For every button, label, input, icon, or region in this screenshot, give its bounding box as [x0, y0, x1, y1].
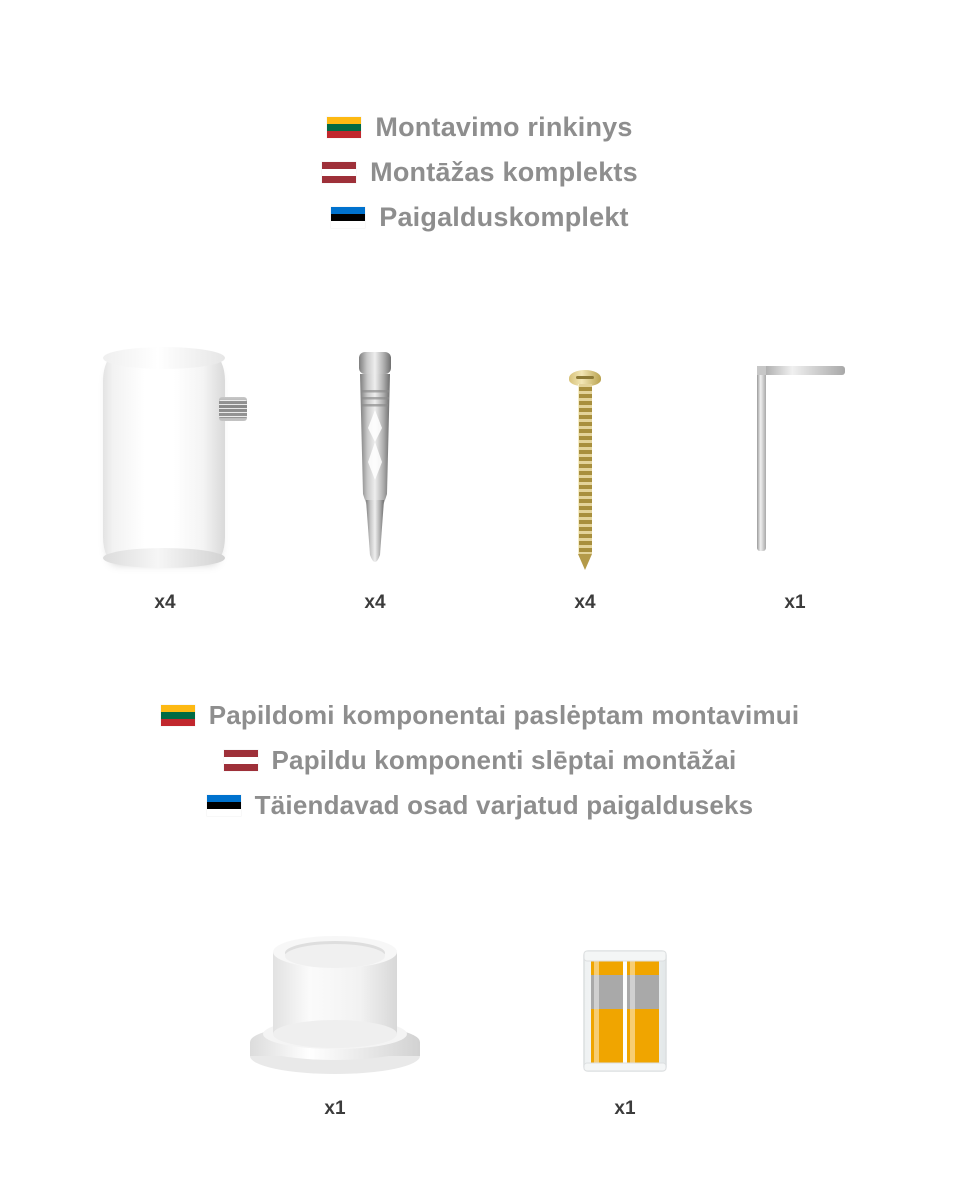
part-allen-key: [710, 330, 880, 614]
allen-key-image: [710, 330, 880, 570]
quantity-label: x4: [364, 592, 386, 613]
part-wall-plug: [290, 330, 460, 614]
extra-components-parts-row: [0, 880, 960, 1120]
chemical-anchor-capsule-image: [525, 880, 725, 1080]
quantity-label: x1: [784, 592, 806, 613]
quantity-label: x4: [154, 592, 176, 613]
heading-label-lv-extra: Papildu komponenti slēptai montāžai: [271, 745, 737, 775]
heading-label-et: Paigalduskomplekt: [379, 202, 629, 232]
wood-screw-image: [500, 330, 670, 570]
allen-key-icon: [740, 360, 850, 570]
heading-label-lt: Montavimo rinkinys: [375, 112, 633, 142]
estonia-flag-icon: [331, 207, 365, 228]
capsule-icon: [570, 945, 680, 1080]
wall-plug-image: [290, 330, 460, 570]
extra-components-headings: [0, 700, 960, 835]
heading-line-lithuanian-extra: [0, 700, 960, 731]
mounting-sleeve-image: [80, 330, 250, 570]
heading-line-latvian: [0, 157, 960, 188]
part-wood-screw: [500, 330, 670, 614]
heading-line-estonian-extra: [0, 790, 960, 821]
latvia-flag-icon: [322, 162, 356, 183]
part-mounting-sleeve: [80, 330, 250, 614]
heading-label-et-extra: Täiendavad osad varjatud paigalduseks: [254, 790, 754, 820]
heading-line-estonian: [0, 202, 960, 233]
mounting-kit-headings: [0, 112, 960, 247]
quantity-label: x1: [324, 1098, 346, 1119]
heading-label-lv: Montāžas komplekts: [370, 157, 638, 187]
concealed-mount-cup-image: [235, 880, 435, 1080]
wall-plug-icon: [345, 350, 405, 570]
estonia-flag-icon: [207, 795, 241, 816]
mount-cup-icon: [240, 930, 430, 1080]
mounting-kit-parts-row: [0, 330, 960, 614]
part-chemical-anchor-capsule: [525, 880, 725, 1120]
lithuania-flag-icon: [161, 705, 195, 726]
heading-line-lithuanian: [0, 112, 960, 143]
heading-label-lt-extra: Papildomi komponentai paslėptam montavimui: [208, 700, 800, 730]
quantity-label: x4: [574, 592, 596, 613]
part-concealed-mount-cup: [235, 880, 435, 1120]
lithuania-flag-icon: [327, 117, 361, 138]
latvia-flag-icon: [224, 750, 258, 771]
quantity-label: x1: [614, 1098, 636, 1119]
heading-line-latvian-extra: [0, 745, 960, 776]
